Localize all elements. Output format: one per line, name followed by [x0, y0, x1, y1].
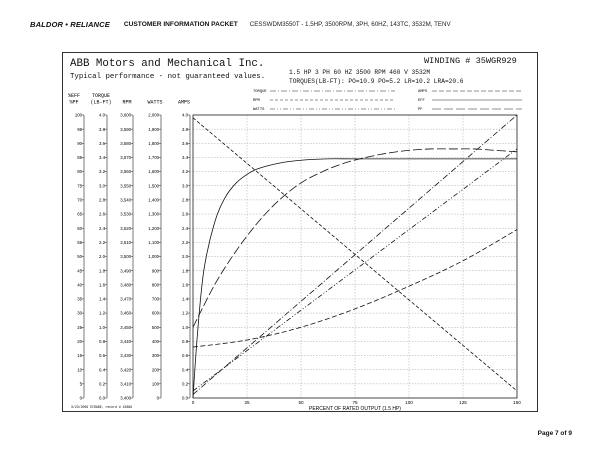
y-tick-label-amps: 0.4 [182, 367, 188, 373]
y-tick-label-rpm: 3,560 [120, 169, 131, 175]
y-axis-header-watts: WATTS [147, 99, 163, 106]
legend-watts-label: WATTS [253, 108, 265, 112]
y-tick-label-torque: 3.2 [99, 169, 105, 175]
legend-torque-label: TORQUE [253, 90, 267, 94]
y-axis-header-rpm: RPM [122, 99, 132, 106]
y-tick-label-amps: 1.2 [182, 310, 188, 316]
y-tick-label-watts: 0 [156, 395, 159, 401]
y-tick-label-pct: 75 [77, 183, 82, 189]
x-tick-label: 0 [191, 400, 195, 405]
y-tick-label-watts: 900 [151, 268, 159, 274]
legend-eff-label: EFF [418, 99, 425, 103]
y-tick-label-pct: 85 [77, 155, 82, 161]
y-tick-label-torque: 2.8 [99, 197, 105, 203]
y-tick-label-torque: 3.0 [99, 183, 105, 189]
x-tick-label: 100 [405, 400, 413, 405]
y-tick-label-amps: 3.8 [182, 126, 188, 132]
y-tick-label-amps: 1.4 [182, 296, 188, 302]
y-tick-label-torque: 2.2 [99, 239, 105, 245]
y-tick-label-amps: 2.8 [182, 197, 188, 203]
y-tick-label-amps: 0.2 [182, 381, 188, 387]
y-tick-label-watts: 200 [151, 367, 159, 373]
y-tick-label-pct: 50 [77, 254, 82, 260]
y-tick-label-amps: 2.0 [182, 254, 188, 260]
y-tick-label-amps: 2.4 [182, 225, 188, 231]
y-tick-label-rpm: 3,430 [120, 353, 131, 359]
y-tick-label-pct: 80 [77, 169, 82, 175]
y-tick-label-rpm: 3,580 [120, 140, 131, 146]
x-tick-label: 150 [513, 400, 521, 405]
y-tick-label-torque: 1.6 [99, 282, 105, 288]
y-tick-label-watts: 300 [151, 353, 159, 359]
y-tick-label-rpm: 3,570 [120, 155, 131, 161]
y-axis-header-pct: %PF [69, 99, 79, 106]
y-tick-label-watts: 1,800 [148, 140, 159, 146]
y-tick-label-torque: 0.2 [99, 381, 105, 387]
y-tick-label-watts: 2,000 [148, 112, 159, 118]
y-tick-label-torque: 0.6 [99, 353, 105, 359]
y-tick-label-pct: 100 [74, 112, 82, 118]
x-tick-label: 125 [459, 400, 467, 405]
x-axis-label: PERCENT OF RATED OUTPUT (1.5 HP) [309, 406, 401, 412]
y-axis-header-amps: AMPS [177, 99, 191, 106]
y-tick-label-pct: 70 [77, 197, 82, 203]
x-tick-label: 75 [352, 400, 358, 405]
x-tick-label: 25 [244, 400, 250, 405]
y-tick-label-pct: 15 [77, 353, 82, 359]
y-tick-label-torque: 0.8 [99, 339, 105, 344]
y-tick-label-amps: 1.8 [182, 268, 188, 274]
y-tick-label-rpm: 3,500 [120, 254, 131, 260]
sheet-footnote: 3/23/2009 ECRANE, record # 43889 [71, 405, 133, 409]
y-tick-label-watts: 500 [151, 324, 159, 330]
y-tick-label-watts: 400 [151, 339, 159, 344]
packet-title: CUSTOMER INFORMATION PACKET [123, 20, 238, 28]
chart-legend [253, 90, 522, 112]
y-tick-label-torque: 3.4 [99, 155, 105, 161]
legend-rpm-label: RPM [253, 99, 260, 103]
y-tick-label-rpm: 3,420 [120, 367, 131, 373]
company-name: ABB Motors and Mechanical Inc. [70, 58, 265, 70]
y-tick-label-watts: 1,500 [148, 183, 159, 189]
brand-logo: BALDOR • RELIANCE [30, 19, 110, 29]
y-tick-label-pct: 0 [79, 395, 82, 401]
y-axis-header-torque: (LB-FT) [90, 99, 112, 106]
y-tick-label-pct: 25 [77, 324, 82, 330]
y-tick-label-pct: 40 [77, 282, 82, 288]
y-tick-label-pct: 30 [77, 310, 82, 316]
y-tick-label-watts: 1,900 [148, 126, 159, 132]
y-tick-label-watts: 1,200 [148, 225, 159, 231]
y-tick-label-rpm: 3,410 [120, 381, 131, 387]
y-tick-label-pct: 20 [77, 339, 82, 344]
y-tick-label-torque: 2.4 [99, 225, 105, 231]
legend-pf-label: PF [418, 108, 423, 112]
y-axis-header-torque: TORQUE [91, 93, 111, 99]
y-tick-label-pct: 60 [77, 225, 82, 231]
y-tick-label-torque: 2.0 [99, 254, 105, 260]
y-tick-label-amps: 3.0 [182, 183, 188, 189]
y-tick-label-amps: 1.0 [182, 324, 188, 330]
y-tick-label-amps: 0.0 [182, 395, 188, 401]
y-tick-label-pct: 95 [77, 126, 82, 132]
y-tick-label-rpm: 3,550 [120, 183, 131, 189]
y-tick-label-amps: 2.2 [182, 239, 188, 245]
y-tick-label-amps: 2.6 [182, 211, 188, 217]
y-tick-label-watts: 1,100 [148, 239, 159, 245]
disclaimer-text: Typical performance - not guaranteed values. [70, 73, 266, 81]
y-tick-label-watts: 1,600 [148, 169, 159, 175]
y-tick-label-torque: 1.8 [99, 268, 105, 274]
y-tick-label-rpm: 3,590 [120, 126, 131, 132]
y-tick-label-rpm: 3,450 [120, 324, 131, 330]
y-tick-label-watts: 800 [151, 282, 159, 288]
y-tick-label-amps: 1.6 [182, 282, 188, 288]
x-tick-label: 50 [298, 400, 304, 405]
y-tick-label-torque: 1.0 [99, 324, 105, 330]
y-tick-label-pct: 35 [77, 296, 82, 302]
y-tick-label-rpm: 3,510 [120, 239, 131, 245]
y-tick-label-amps: 0.6 [182, 353, 188, 359]
y-tick-label-pct: 55 [77, 239, 82, 245]
y-tick-label-torque: 1.4 [99, 296, 105, 302]
y-tick-label-rpm: 3,440 [120, 339, 131, 344]
y-tick-label-watts: 1,400 [148, 197, 159, 203]
y-tick-label-watts: 1,700 [148, 155, 159, 161]
y-tick-label-watts: 700 [151, 296, 159, 302]
y-tick-label-torque: 2.6 [99, 211, 105, 217]
y-tick-label-rpm: 3,400 [120, 395, 131, 401]
product-description: CESSWDM3550T - 1.5HP, 3500RPM, 3PH, 60HZ, 143TC, 3532M, TENV [249, 20, 451, 28]
y-tick-label-rpm: 3,530 [120, 211, 131, 217]
legend-amps-label: AMPS [418, 90, 428, 94]
y-tick-label-watts: 100 [151, 381, 159, 387]
y-axis-header-pct: %EFF [67, 93, 81, 99]
y-tick-label-rpm: 3,480 [120, 282, 131, 288]
y-tick-label-rpm: 3,460 [120, 310, 131, 316]
motor-spec-line: 1.5 HP 3 PH 60 HZ 3500 RPM 460 V 3532M [289, 69, 431, 76]
y-tick-label-pct: 45 [77, 268, 82, 274]
winding-number: WINDING # 35WGR929 [424, 56, 517, 66]
y-tick-label-watts: 600 [151, 310, 159, 316]
y-tick-label-amps: 0.8 [182, 339, 188, 344]
y-tick-label-rpm: 3,600 [120, 112, 131, 118]
y-tick-label-pct: 65 [77, 211, 82, 217]
y-tick-label-amps: 4.0 [182, 112, 188, 118]
y-tick-label-amps: 3.2 [182, 169, 188, 175]
y-tick-label-torque: 0.4 [99, 367, 105, 373]
page-number: Page 7 of 9 [537, 430, 572, 437]
y-tick-label-pct: 90 [77, 140, 82, 146]
y-tick-label-rpm: 3,490 [120, 268, 131, 274]
y-tick-label-amps: 3.6 [182, 140, 188, 146]
y-tick-label-watts: 1,000 [148, 254, 159, 260]
y-tick-label-watts: 1,300 [148, 211, 159, 217]
y-tick-label-torque: 3.6 [99, 140, 105, 146]
y-tick-label-torque: 0.0 [99, 395, 105, 401]
y-tick-label-rpm: 3,470 [120, 296, 131, 302]
torque-spec-line: TORQUES(LB-FT): PO=10.9 PO=5.2 LR=10.2 LRA=20.6 [289, 78, 464, 85]
y-tick-label-pct: 5 [79, 381, 82, 387]
y-tick-label-torque: 1.2 [99, 310, 105, 316]
y-tick-label-rpm: 3,520 [120, 225, 131, 231]
y-tick-label-rpm: 3,540 [120, 197, 131, 203]
y-tick-label-torque: 4.0 [99, 112, 105, 118]
y-tick-label-amps: 3.4 [182, 155, 188, 161]
y-tick-label-pct: 10 [77, 367, 82, 373]
y-tick-label-torque: 3.8 [99, 126, 105, 132]
